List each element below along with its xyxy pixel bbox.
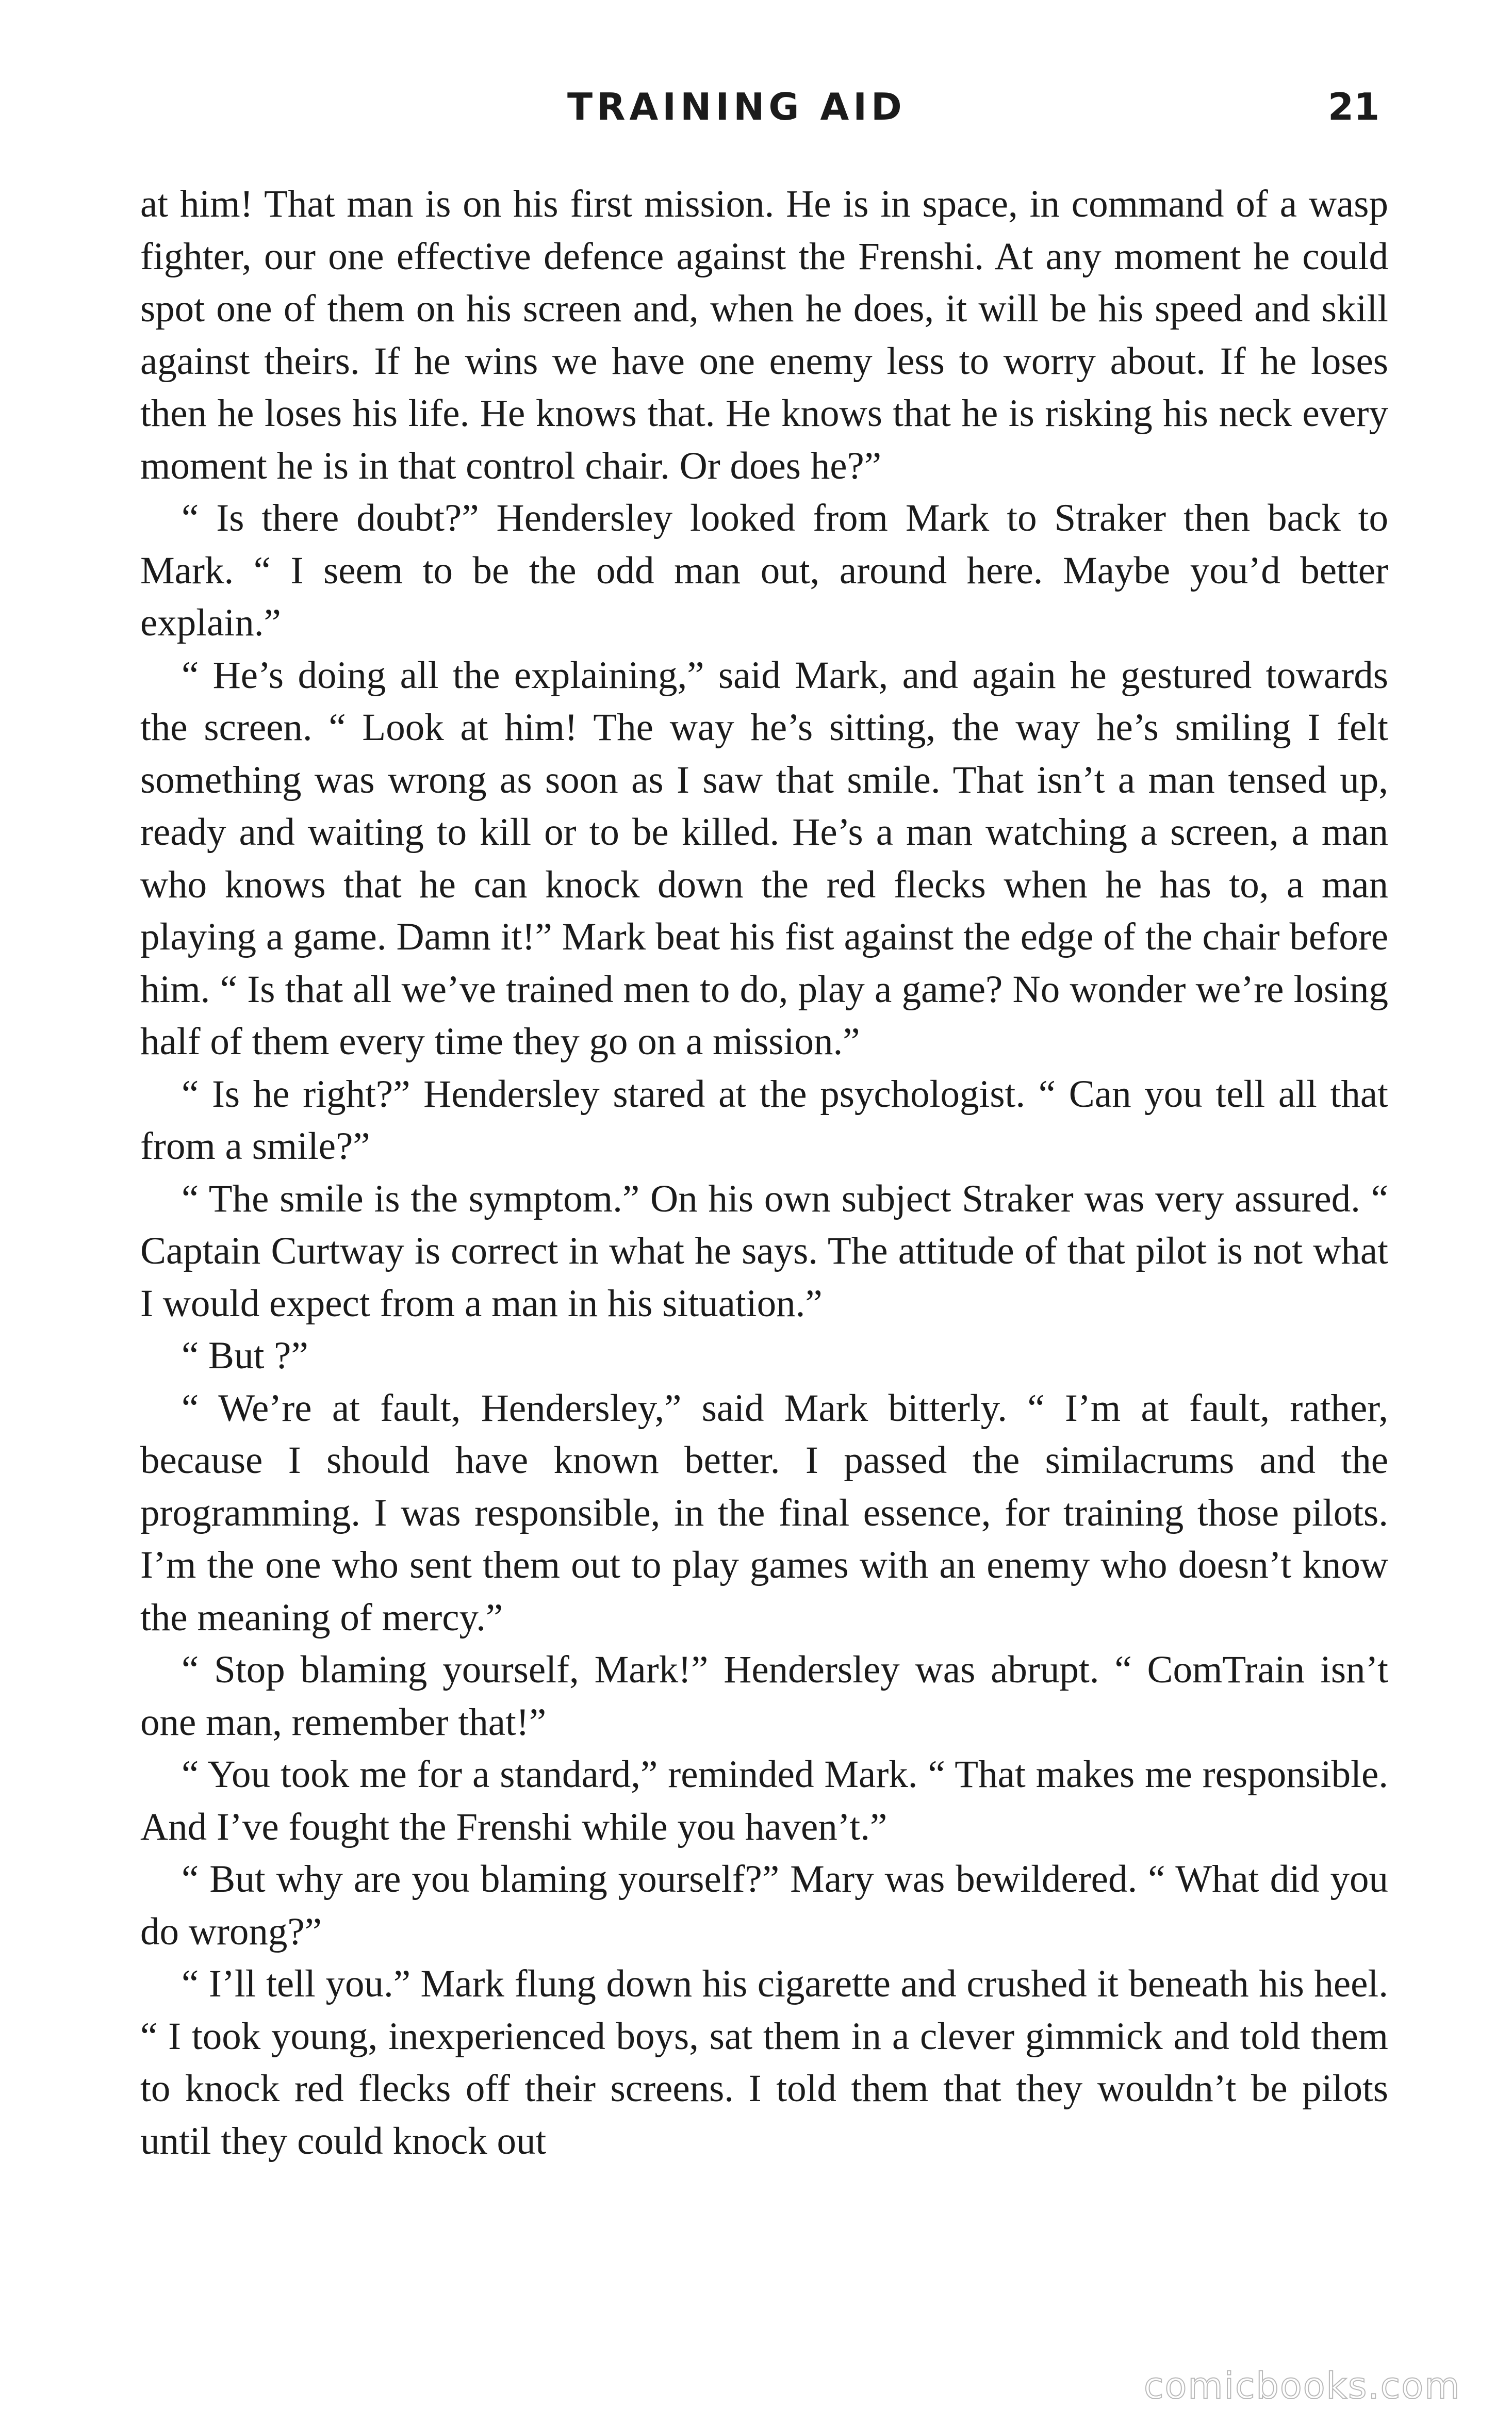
running-title: TRAINING AID bbox=[567, 85, 906, 128]
paragraph: “ But why are you blaming yourself?” Mary was bewildered. “ What did you do wrong?” bbox=[140, 1858, 1388, 1953]
body-text bbox=[140, 178, 1388, 2167]
paragraph: “ Stop blaming yourself, Mark!” Hendersley was abrupt. “ ComTrain isn’t one man, remember that!” bbox=[140, 1648, 1388, 1744]
running-head bbox=[0, 85, 1512, 147]
watermark: comicbooks.com bbox=[1144, 2365, 1461, 2407]
paragraph: “ The smile is the symptom.” On his own subject Straker was very assured. “ Captain Curtway is correct in what he says. The attitude of that pilot is not what I would expect from a man in his situation.” bbox=[140, 1177, 1388, 1325]
paragraph: “ You took me for a standard,” reminded Mark. “ That makes me responsible. And I’ve fought the Frenshi while you haven’t.” bbox=[140, 1753, 1388, 1848]
paragraph: “ He’s doing all the explaining,” said Mark, and again he gestured towards the screen. “ Look at him! The way he’s sitting, the way he’s smiling I felt something was wrong as soon as I saw that smile. That isn’t a man tensed up, ready and waiting to kill or to be killed. He’s a man watching a screen, a man who knows that he can knock down the red flecks when he has to, a man playing a game. Damn it!” Mark beat his fist against the edge of the chair before him. “ Is that all we’ve trained men to do, play a game? No wonder we’re losing half of them every time they go on a mission.” bbox=[140, 653, 1388, 1063]
paragraph: “ Is he right?” Hendersley stared at the psychologist. “ Can you tell all that from a smile?” bbox=[140, 1072, 1388, 1168]
paragraph: “ Is there doubt?” Hendersley looked from Mark to Straker then back to Mark. “ I seem to be the odd man out, around here. Maybe you’d better explain.” bbox=[140, 497, 1388, 644]
paragraph: at him! That man is on his first mission. He is in space, in command of a wasp fighter, our one effective defence against the Frenshi. At any moment he could spot one of them on his screen and, when he does, it will be his speed and skill against theirs. If he wins we have one enemy less to worry about. If he loses then he loses his life. He knows that. He knows that he is risking his neck every moment he is in that control chair. Or does he?” bbox=[140, 183, 1388, 487]
page-number: 21 bbox=[1328, 85, 1380, 128]
paragraph: “ I’ll tell you.” Mark flung down his cigarette and crushed it beneath his heel. “ I took young, inexperienced boys, sat them in a clever gimmick and told them to knock red flecks off their screens. I told them that they wouldn’t be pilots until they could knock out bbox=[140, 1962, 1388, 2163]
paragraph: “ But ?” bbox=[182, 1334, 308, 1377]
paragraph: “ We’re at fault, Hendersley,” said Mark bitterly. “ I’m at fault, rather, because I should have known better. I passed the similacrums and the programming. I was responsible, in the final essence, for training those pilots. I’m the one who sent them out to play games with an enemy who doesn’t know the meaning of mercy.” bbox=[140, 1386, 1388, 1639]
